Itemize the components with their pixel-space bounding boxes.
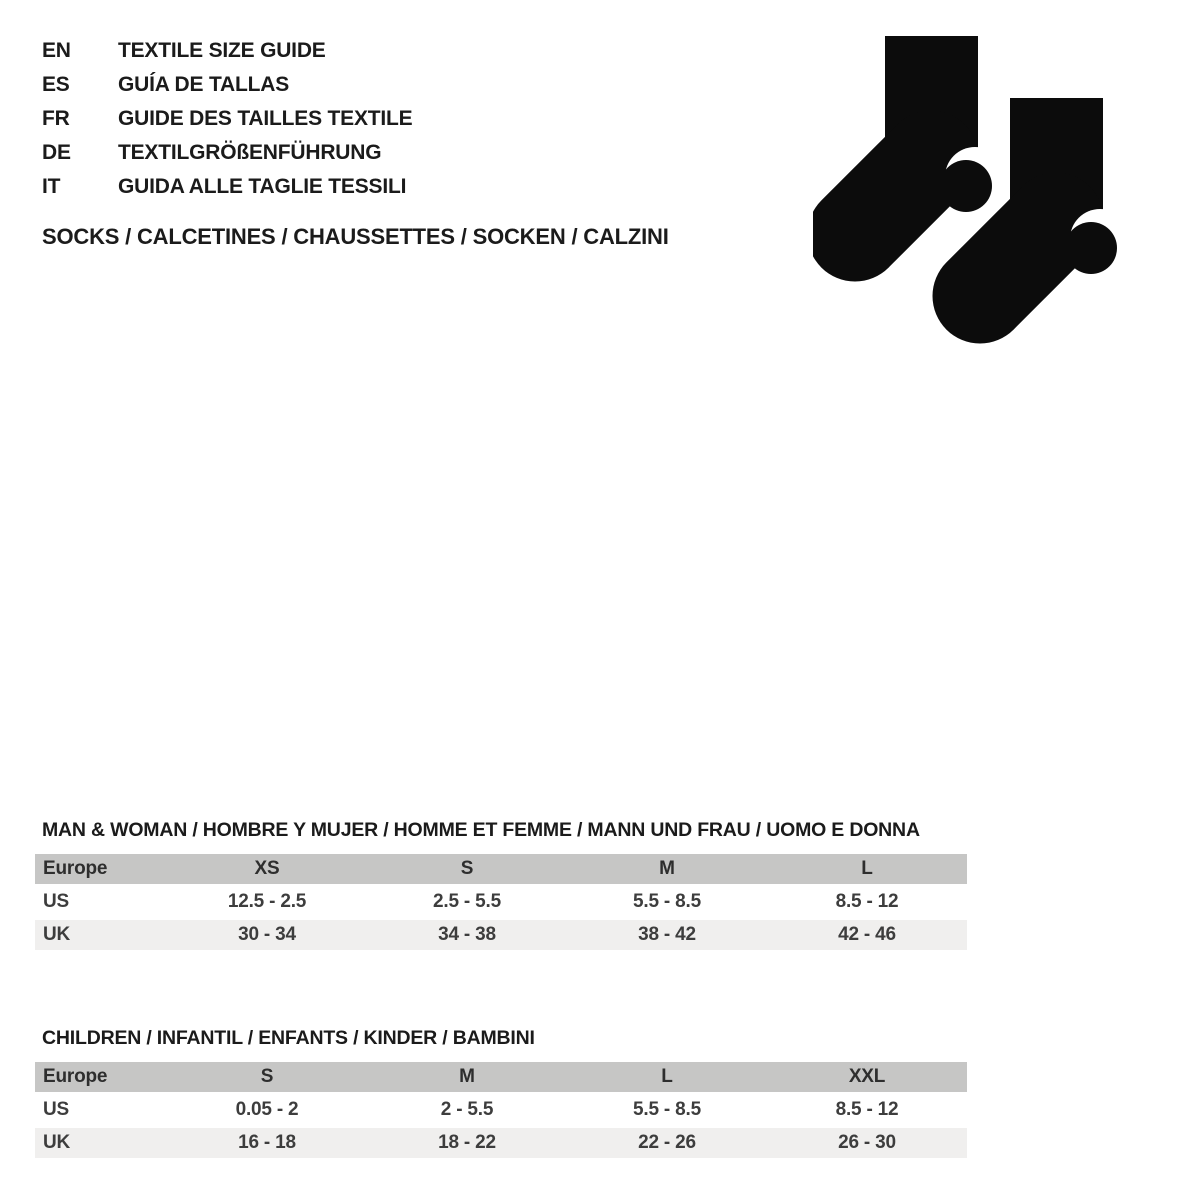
table-row-us xyxy=(35,1095,967,1125)
lang-code: DE xyxy=(42,141,71,164)
table-row-uk xyxy=(35,920,967,950)
size-table-section-adults xyxy=(35,818,967,953)
lang-row-en xyxy=(42,34,412,68)
table-cell: 5.5 - 8.5 xyxy=(633,891,701,912)
lang-code: FR xyxy=(42,107,70,130)
table-cell: 26 - 30 xyxy=(838,1132,896,1153)
column-header-size: L xyxy=(861,858,873,879)
lang-row-it xyxy=(42,170,412,204)
column-header-size: L xyxy=(661,1066,673,1087)
lang-code: IT xyxy=(42,175,61,198)
size-table-children xyxy=(35,1059,967,1161)
table-title-children: CHILDREN / INFANTIL / ENFANTS / KINDER / BAMBINI xyxy=(42,1027,535,1049)
table-cell: 12.5 - 2.5 xyxy=(227,891,307,912)
language-title-block xyxy=(42,34,412,204)
column-header-size: S xyxy=(460,858,474,879)
column-header-region: Europe xyxy=(43,858,108,879)
lang-row-fr xyxy=(42,102,412,136)
lang-label: GUIDE DES TAILLES TEXTILE xyxy=(118,107,413,130)
column-header-size: XS xyxy=(254,858,280,879)
lang-row-de xyxy=(42,136,412,170)
row-label: US xyxy=(43,1099,69,1120)
row-label: UK xyxy=(43,924,71,945)
row-label: US xyxy=(43,891,69,912)
lang-code: ES xyxy=(42,73,70,96)
table-cell: 16 - 18 xyxy=(238,1132,296,1153)
table-cell: 30 - 34 xyxy=(238,924,296,945)
socks-icon xyxy=(813,28,1123,353)
table-cell: 22 - 26 xyxy=(638,1132,696,1153)
product-category-line: SOCKS / CALCETINES / CHAUSSETTES / SOCKEN / CALZINI xyxy=(42,224,669,249)
table-cell: 5.5 - 8.5 xyxy=(633,1099,701,1120)
table-cell: 42 - 46 xyxy=(838,924,896,945)
size-table-section-children xyxy=(35,1026,967,1161)
lang-label: GUIDA ALLE TAGLIE TESSILI xyxy=(118,175,407,198)
column-header-region: Europe xyxy=(43,1066,108,1087)
row-label: UK xyxy=(43,1132,71,1153)
lang-row-es xyxy=(42,68,412,102)
table-cell: 8.5 - 12 xyxy=(835,891,899,912)
table-cell: 8.5 - 12 xyxy=(835,1099,899,1120)
column-header-size: S xyxy=(260,1066,274,1087)
table-cell: 2.5 - 5.5 xyxy=(433,891,501,912)
table-cell: 34 - 38 xyxy=(438,924,496,945)
table-header-row xyxy=(35,1062,967,1092)
size-table-adults xyxy=(35,851,967,953)
table-row-us xyxy=(35,887,967,917)
table-row-uk xyxy=(35,1128,967,1158)
table-header-row xyxy=(35,854,967,884)
lang-code: EN xyxy=(42,39,71,62)
lang-label: TEXTILE SIZE GUIDE xyxy=(118,39,326,62)
column-header-size: M xyxy=(459,1066,475,1087)
table-cell: 38 - 42 xyxy=(638,924,696,945)
lang-label: TEXTILGRÖßENFÜHRUNG xyxy=(118,141,382,164)
table-cell: 0.05 - 2 xyxy=(235,1099,299,1120)
table-cell: 18 - 22 xyxy=(438,1132,496,1153)
table-title-adults: MAN & WOMAN / HOMBRE Y MUJER / HOMME ET FEMME / MANN UND FRAU / UOMO E DONNA xyxy=(42,819,920,841)
lang-label: GUÍA DE TALLAS xyxy=(118,73,290,96)
column-header-size: M xyxy=(659,858,675,879)
table-cell: 2 - 5.5 xyxy=(440,1099,494,1120)
column-header-size: XXL xyxy=(848,1066,886,1087)
